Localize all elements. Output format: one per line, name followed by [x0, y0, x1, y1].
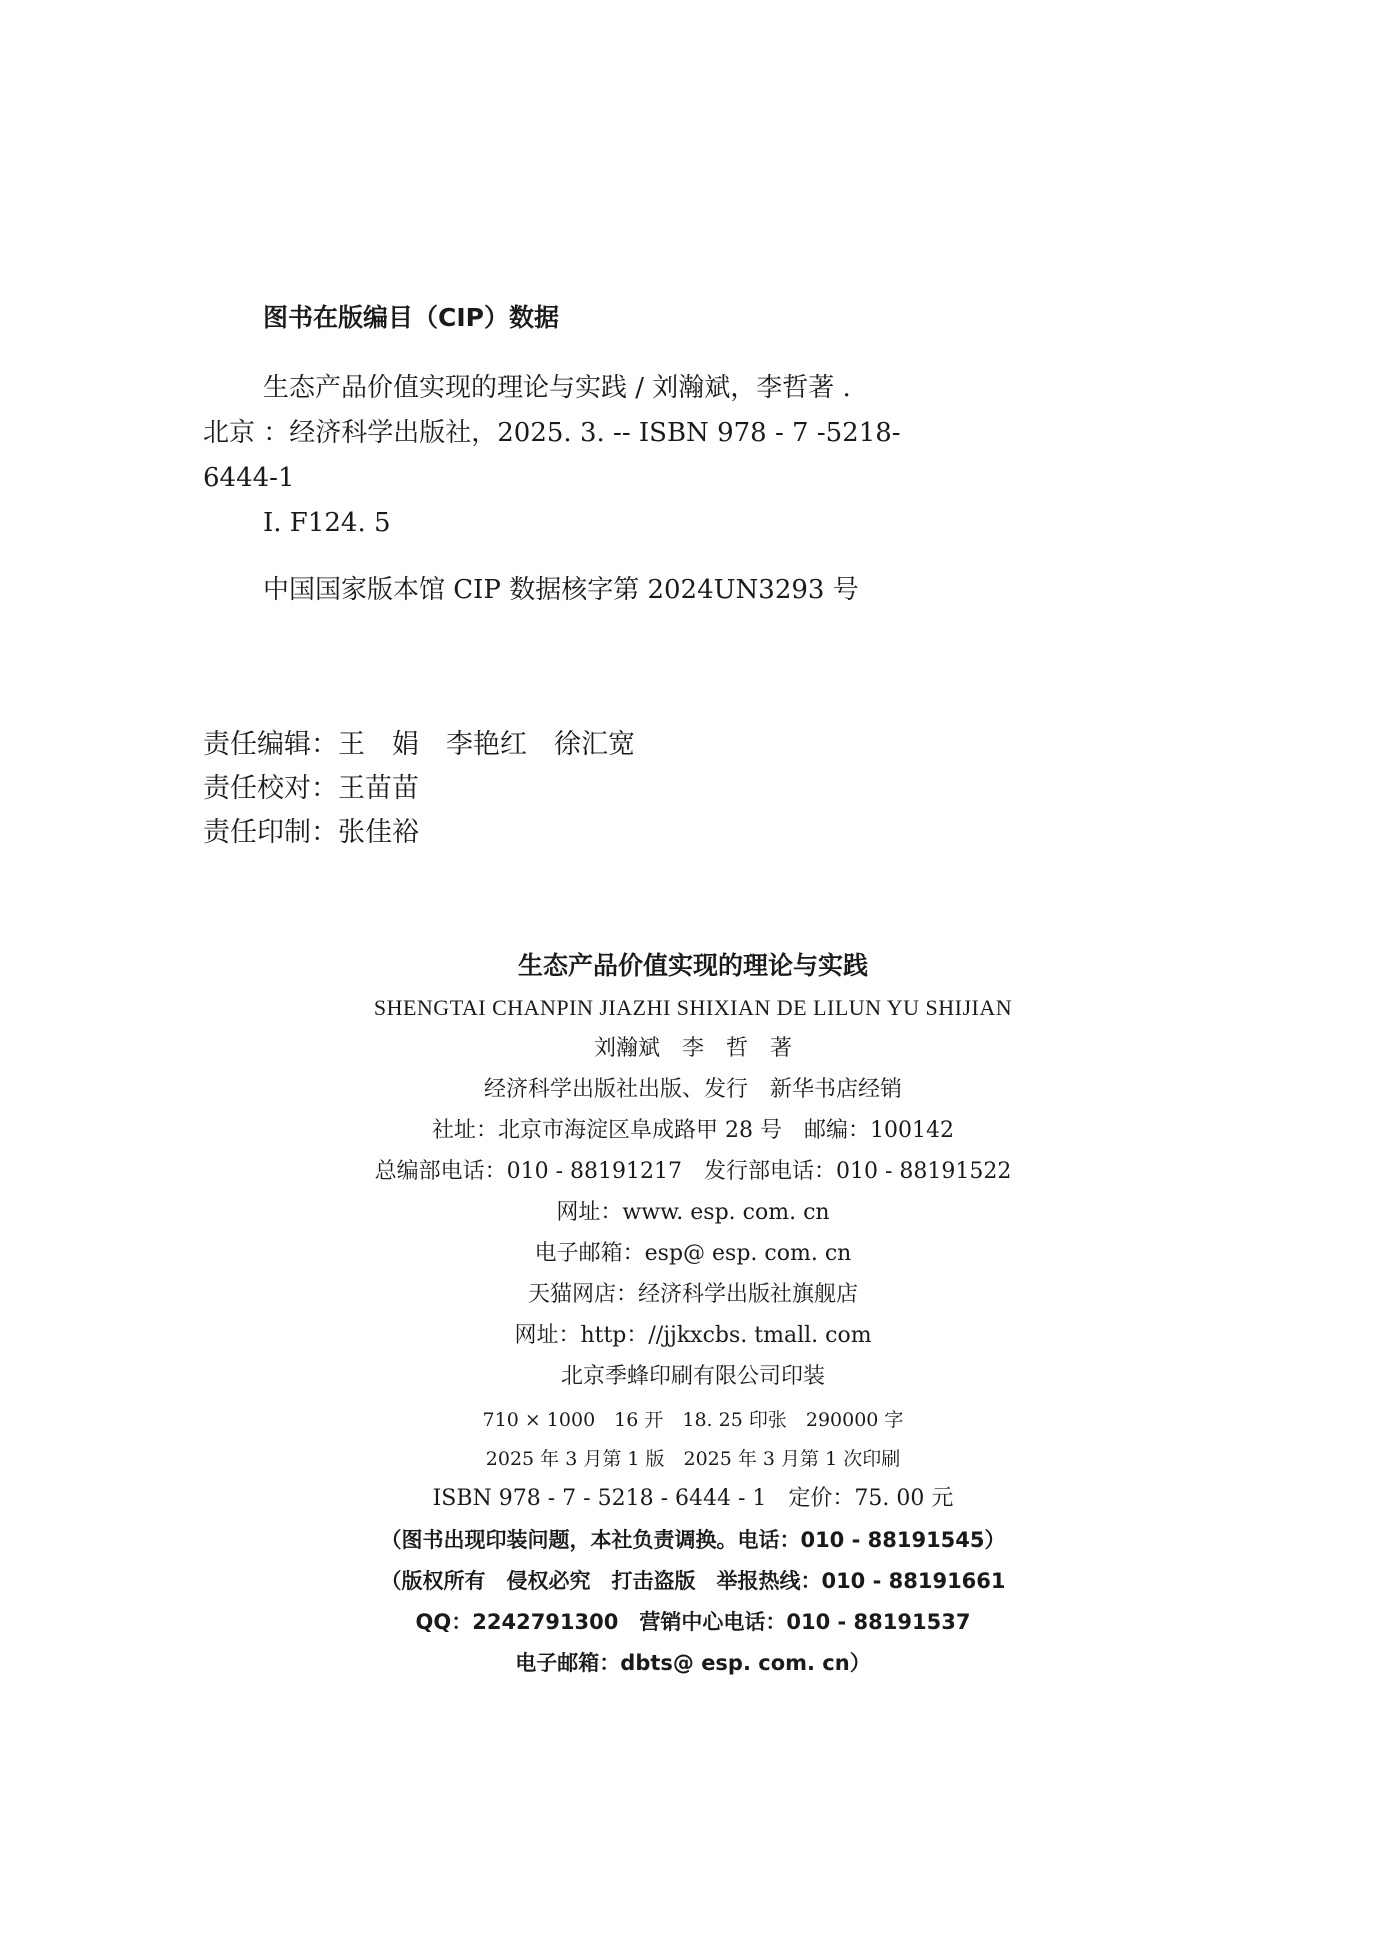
colophon-format: 710 × 1000 16 开 18. 25 印张 290000 字: [482, 1409, 904, 1431]
colophon-address: 社址：北京市海淀区阜成路甲 28 号 邮编：100142: [432, 1118, 954, 1143]
colophon-edition: 2025 年 3 月第 1 版 2025 年 3 月第 1 次印刷: [485, 1448, 901, 1470]
cip-title-line: 生态产品价值实现的理论与实践 / 刘瀚斌，李哲著 .: [263, 373, 851, 403]
colophon-notice-copyright: （版权所有 侵权必究 打击盗版 举报热线：010 - 88191661: [380, 1569, 1006, 1593]
colophon-isbn-price: ISBN 978 - 7 - 5218 - 6444 - 1 定价：75. 00 元: [432, 1486, 954, 1511]
colophon-publisher: 经济科学出版社出版、发行 新华书店经销: [483, 1077, 902, 1102]
colophon-notice-contact: QQ：2242791300 营销中心电话：010 - 88191537: [415, 1610, 971, 1634]
colophon-email: 电子邮箱：esp@ esp. com. cn: [534, 1241, 852, 1266]
cip-isbn-continuation: 6444-1: [203, 463, 295, 493]
colophon-authors: 刘瀚斌 李 哲 著: [593, 1036, 792, 1061]
credit-editors: 责任编辑：王 娟 李艳红 徐汇宽: [203, 729, 635, 760]
colophon-notice-print-issue: （图书出现印装问题，本社负责调换。电话：010 - 88191545）: [380, 1528, 1006, 1552]
cip-heading: 图书在版编目（CIP）数据: [263, 303, 559, 332]
colophon-printer: 北京季蜂印刷有限公司印装: [560, 1364, 825, 1389]
credit-proofreader: 责任校对：王苗苗: [203, 773, 419, 804]
credit-printing: 责任印制：张佳裕: [203, 817, 419, 848]
colophon-notice-email: 电子邮箱：dbts@ esp. com. cn）: [515, 1651, 871, 1675]
cip-record-number: 中国国家版本馆 CIP 数据核字第 2024UN3293 号: [263, 575, 859, 605]
cip-publisher-line: 北京 ：经济科学出版社，2025. 3. -- ISBN 978 - 7 -5218-: [203, 418, 901, 448]
colophon-tmall-store: 天猫网店：经济科学出版社旗舰店: [527, 1282, 858, 1307]
colophon-phones: 总编部电话：010 - 88191217 发行部电话：010 - 88191522: [374, 1159, 1012, 1184]
colophon-title: 生态产品价值实现的理论与实践: [517, 951, 868, 980]
colophon-pinyin: SHENGTAI CHANPIN JIAZHI SHIXIAN DE LILUN YU SHIJIAN: [373, 995, 1013, 1020]
colophon-tmall-url: 网址：http：//jjkxcbs. tmall. com: [514, 1323, 872, 1348]
colophon-website: 网址：www. esp. com. cn: [556, 1200, 830, 1225]
cip-classification: Ⅰ. F124. 5: [263, 508, 391, 538]
